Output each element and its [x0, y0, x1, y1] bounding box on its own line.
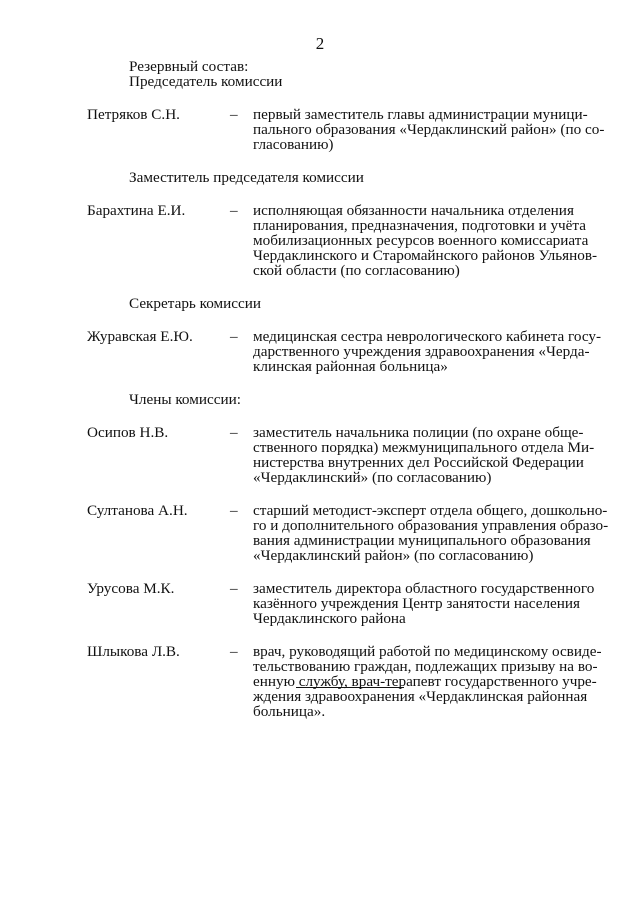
closing-divider-line: [296, 687, 404, 688]
member-position: медицинская сестра неврологического кабинета госу- дарственного учреждения здравоохранения «Черда- клинская районная больница»: [253, 328, 602, 375]
section-heading-chairman: Председатель комиссии: [129, 73, 283, 90]
dash-separator: –: [230, 328, 238, 345]
member-row: [87, 503, 613, 563]
section-heading-secretary: Секретарь комиссии: [129, 295, 262, 312]
member-name: Журавская Е.Ю.: [87, 328, 193, 345]
member-row-secretary: [87, 329, 613, 374]
member-name: Барахтина Е.И.: [87, 202, 186, 219]
member-row: [87, 581, 613, 626]
member-name: Султанова А.Н.: [87, 502, 188, 519]
dash-separator: –: [230, 106, 238, 123]
section-heading-deputy-chairman: Заместитель председателя комиссии: [129, 169, 364, 186]
section-heading-members: Члены комиссии:: [129, 391, 241, 408]
member-position: первый заместитель главы администрации муници- пального образования «Чердаклинский район» (по со- гласованию): [253, 106, 605, 153]
members-list: [87, 425, 613, 719]
member-position: врач, руководящий работой по медицинскому освиде- тельствованию граждан, подлежащих призыву на во- енную службу, врач-терапевт государственного учре- ждения здравоохранения «Чердаклинская районная больница».: [253, 643, 602, 720]
member-position: старший методист-эксперт отдела общего, дошкольно- го и дополнительного образования управления образо- вания администрации муниципального образования «Чердаклинский район» (по согласованию): [253, 502, 609, 564]
page-number: 2: [315, 34, 325, 53]
reserve-heading: Резервный состав:: [129, 58, 249, 75]
dash-separator: –: [230, 580, 238, 597]
member-name: Осипов Н.В.: [87, 424, 169, 441]
member-row: [87, 425, 613, 485]
commission-reserve-list: [87, 59, 613, 719]
dash-separator: –: [230, 502, 238, 519]
member-name: Петряков С.Н.: [87, 106, 180, 123]
member-position: исполняющая обязанности начальника отделения планирования, предназначения, подготовки и учёта мобилизационных ресурсов военного комиссариата Чердаклинского и Старомайнского районов Ульянов- ской области (по согласованию): [253, 202, 598, 279]
member-row-chairman: [87, 107, 613, 152]
member-position: заместитель директора областного государственного казённого учреждения Центр занятости населения Чердаклинского района: [253, 580, 595, 627]
member-position: заместитель начальника полиции (по охране обще- ственного порядка) межмуниципального отдела Ми- нистерства внутренних дел Российской Федерации «Чердаклинский» (по согласованию): [253, 424, 595, 486]
dash-separator: –: [230, 643, 238, 660]
member-row-deputy-chairman: [87, 203, 613, 278]
member-row: [87, 644, 613, 719]
dash-separator: –: [230, 424, 238, 441]
member-name: Шлыкова Л.В.: [87, 643, 180, 660]
dash-separator: –: [230, 202, 238, 219]
member-name: Урусова М.К.: [87, 580, 175, 597]
